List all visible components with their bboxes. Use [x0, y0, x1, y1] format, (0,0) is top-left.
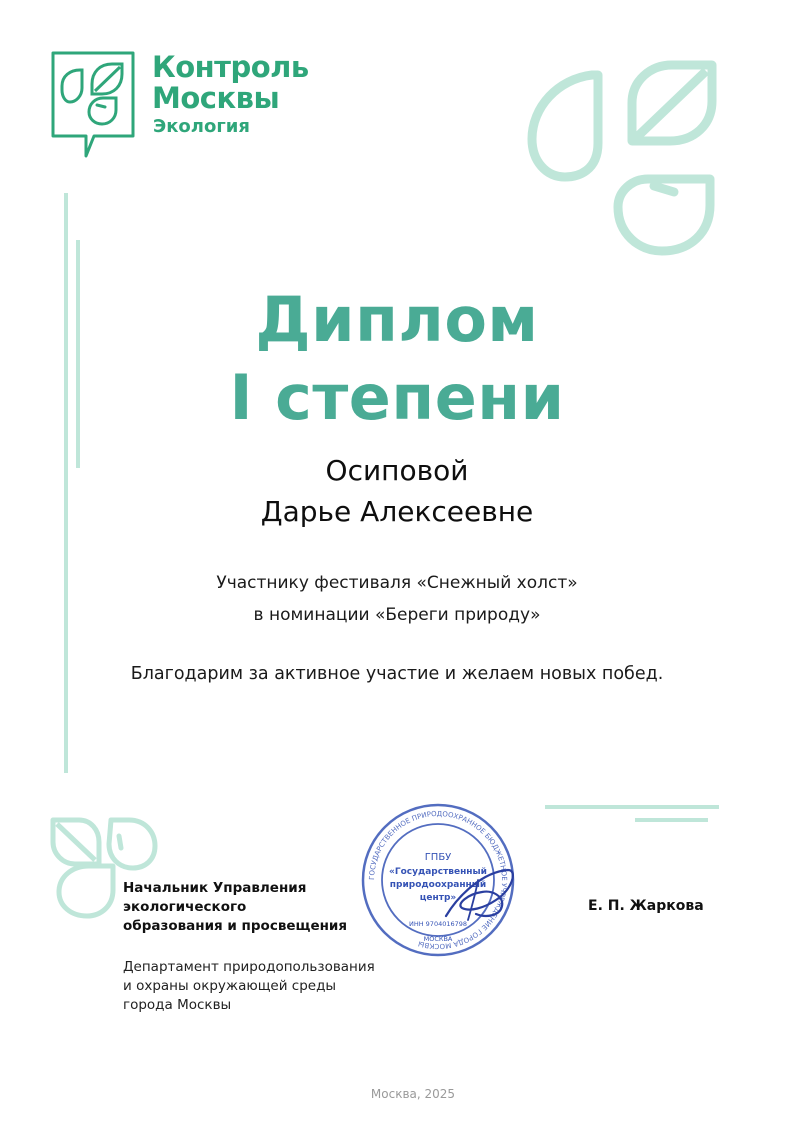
footer-city-year: Москва, 2025: [370, 1087, 456, 1101]
stamp-inn: ИНН 9704016798: [408, 920, 468, 928]
signer-position-line: Начальник Управления: [123, 880, 307, 896]
decor-horizontal-line: [545, 805, 719, 809]
festival-line: Участнику фестиваля «Снежный холст»: [216, 573, 578, 593]
department-line: города Москвы: [123, 997, 232, 1013]
signer-position-line: образования и просвещения: [123, 918, 348, 934]
department: [123, 958, 375, 1015]
decor-horizontal-line-short: [635, 818, 708, 822]
diploma-degree: I степени: [229, 361, 565, 434]
stamp-line3: природоохранный: [389, 880, 487, 890]
diploma-title: Диплом: [255, 283, 539, 356]
logo-icon: [50, 50, 136, 160]
stamp-line2: «Государственный: [389, 867, 487, 877]
signer-position: [123, 879, 347, 936]
recipient-name: Дарье Алексеевне: [260, 495, 534, 528]
signer-position-line: экологического: [123, 899, 247, 915]
thanks-line: Благодарим за активное участие и желаем новых побед.: [130, 664, 664, 684]
logo-title-line1: Контроль: [152, 50, 309, 84]
stamp-line4: центр»: [419, 893, 457, 903]
official-stamp: [358, 800, 518, 960]
leaf-drops-decoration-icon: [520, 55, 750, 265]
logo-subtitle: Экология: [153, 116, 250, 137]
recipient-surname: Осиповой: [325, 454, 469, 487]
stamp-ring-text: ГОСУДАРСТВЕННОЕ ПРИРОДООХРАННОЕ БЮДЖЕТНОЕ УЧРЕЖДЕНИЕ ГОРОДА МОСКВЫ: [367, 809, 509, 951]
department-line: и охраны окружающей среды: [123, 978, 337, 994]
signer-name: Е. П. Жаркова: [588, 898, 704, 914]
logo-title-line2: Москвы: [152, 81, 280, 115]
nomination-line: в номинации «Береги природу»: [253, 605, 541, 625]
stamp-city: МОСКВА: [423, 935, 453, 943]
stamp-line1: ГПБУ: [424, 852, 452, 863]
department-line: Департамент природопользования: [123, 959, 375, 975]
